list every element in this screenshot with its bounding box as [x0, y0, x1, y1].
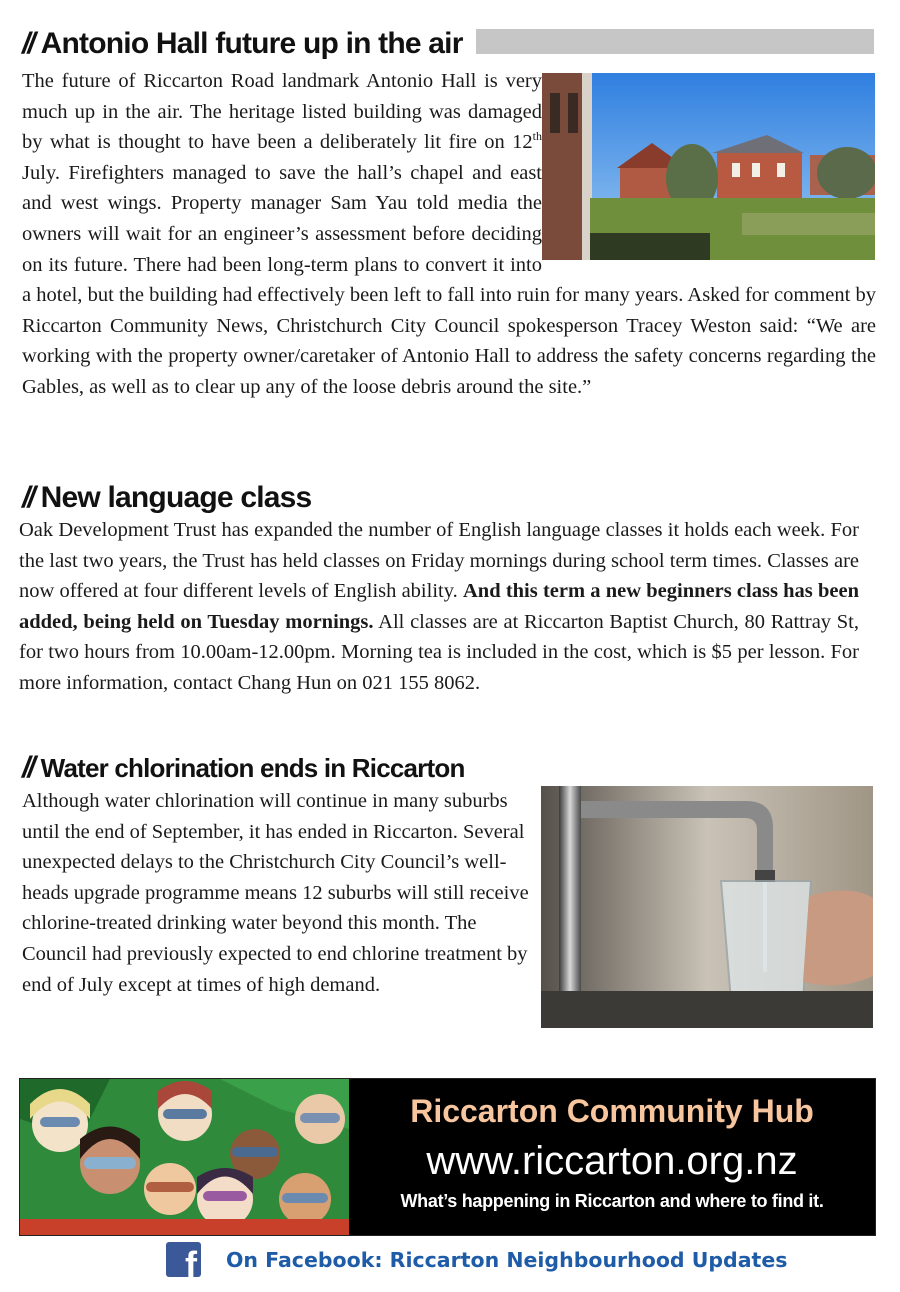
- antonio-hall-heading: [22, 24, 463, 64]
- hub-website-link[interactable]: www.riccarton.org.nz: [426, 1139, 798, 1183]
- hub-title: Riccarton Community Hub: [410, 1093, 814, 1129]
- heading-slashes: //: [22, 27, 33, 60]
- heading-slashes: //: [22, 751, 33, 784]
- community-hub-banner[interactable]: [19, 1078, 876, 1236]
- antonio-hall-photo-spacer: [542, 66, 876, 262]
- new-class-highlight: And this term a new beginners class has been added, being held on Tuesday mornings.: [19, 580, 860, 633]
- chlorination-body: Although water chlorination will continue in many suburbs until the end of September, it has ended in Riccarton. Several unexpected delays to the Christchurch City Council’s well-heads upgrade programme means 12 suburbs will still receive chlorine-treated drinking water beyond this month. The Council had previously expected to end chlorine treatment by end of July except at times of high demand.: [22, 790, 529, 996]
- antonio-hall-body: The future of Riccarton Road landmark Antonio Hall is very much up in the air. The heritage listed building was damaged by what is thought to have been a deliberately lit fire on 12th July. Firefighters managed to save the hall’s chapel and east and west wings. Property manager Sam Yau told media the owners will wait for an engineer’s assessment before deciding on its future. There had been long-term plans to convert it into a hotel, but the building had effectively been left to fall into ruin for many years. Asked for comment by Riccarton Community News, Christchurch City Council spokesperson Tracey Weston said: “We are working with the property owner/caretaker of Antonio Hall to address the safety concerns regarding the Gables, as well as to clear up any of the loose debris around the site.”: [22, 66, 876, 403]
- hub-tagline: What’s happening in Riccarton and where to find it.: [400, 1191, 824, 1211]
- language-class-body: Oak Development Trust has expanded the number of English language classes it holds each week. For the last two years, the Trust has held classes on Friday mornings during school term times. Classes are now offered at four different levels of English ability. And this term a new beginners class has been added, being held on Tuesday mornings. All classes are at Riccarton Baptist Church, 80 Rattray St, for two hours from 10.00am-12.00pm. Morning tea is included in the cost, which is $5 per lesson. For more information, contact Chang Hun on 021 155 8062.: [19, 519, 860, 694]
- heading-slashes: //: [22, 481, 33, 514]
- ordinal-suffix: th: [532, 129, 542, 144]
- water-tap-photo: [541, 786, 873, 1028]
- language-class-title: New language class: [40, 481, 312, 514]
- hub-text-panel: [349, 1079, 875, 1235]
- facebook-icon: f: [166, 1242, 201, 1277]
- antonio-hall-title: Antonio Hall future up in the air: [40, 27, 463, 60]
- hub-illustration: [20, 1079, 349, 1235]
- facebook-link-row[interactable]: [166, 1242, 787, 1277]
- facebook-text[interactable]: On Facebook: Riccarton Neighbourhood Updates: [226, 1247, 788, 1272]
- heading-bar: [476, 29, 874, 54]
- language-class-heading: [22, 478, 311, 518]
- chlorination-title: Water chlorination ends in Riccarton: [40, 752, 465, 783]
- chlorination-heading: [22, 750, 465, 786]
